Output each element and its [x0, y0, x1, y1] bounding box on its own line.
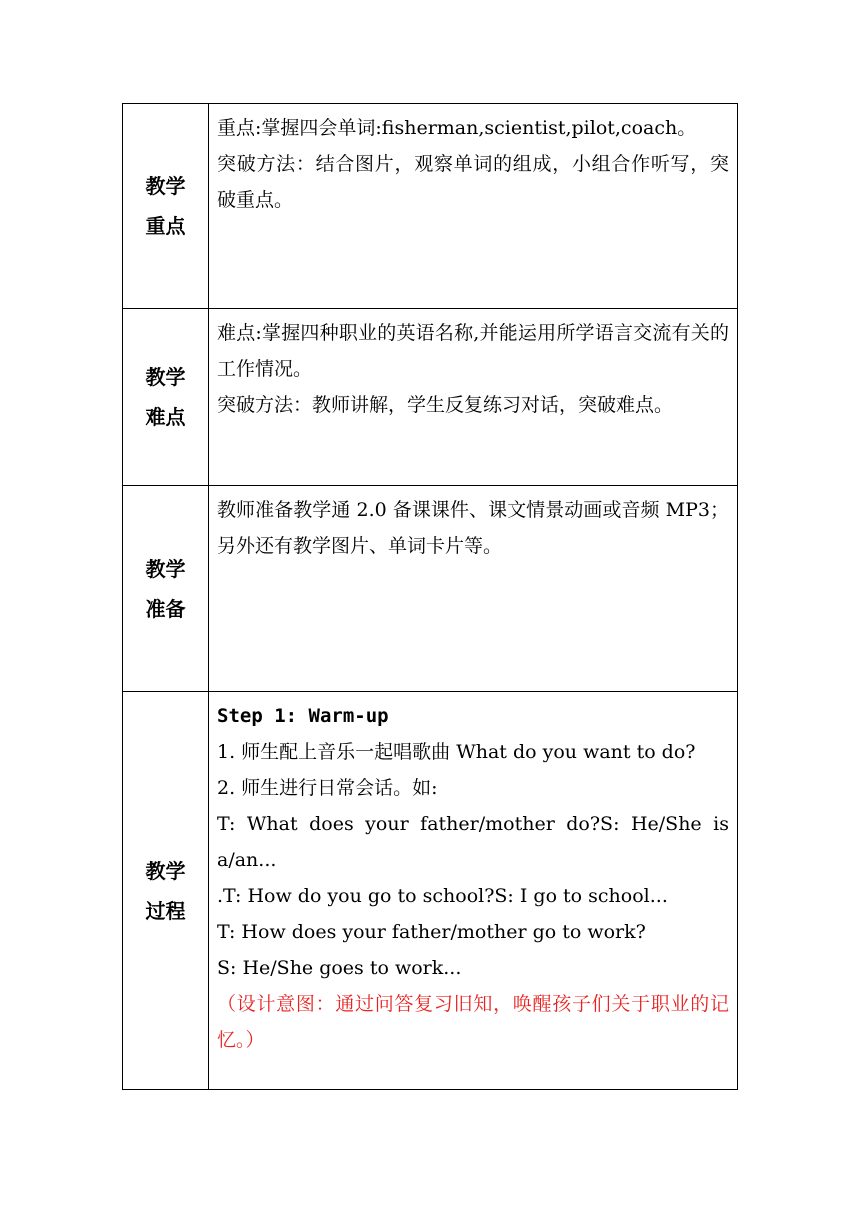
step-title: Step 1: Warm-up: [217, 705, 389, 727]
label-line: 教学: [145, 858, 186, 883]
difficulties-content: [209, 309, 738, 486]
label-line: 重点: [145, 214, 186, 238]
preparation-content: [209, 486, 738, 692]
preparation-text: 教师准备教学通 2.0 备课课件、课文情景动画或音频 MP3；另外还有教学图片、单词卡片等。: [217, 499, 729, 557]
process-line: .T: How do you go to school?S: I go to school...: [217, 885, 668, 907]
label-line: 教学: [145, 174, 186, 198]
key-points-text: 重点:掌握四会单词:fisherman,scientist,pilot,coach。: [217, 117, 697, 139]
label-line: 难点: [145, 405, 186, 429]
process-line: T: How does your father/mother go to work?: [217, 921, 646, 943]
process-line: 2. 师生进行日常会话。如:: [217, 777, 438, 799]
label-line: 教学: [145, 365, 186, 389]
row-label-process: [123, 692, 209, 1090]
key-points-content: [209, 104, 738, 309]
difficulties-method: 突破方法：教师讲解，学生反复练习对话，突破难点。: [217, 394, 674, 416]
table-row: [123, 692, 738, 1090]
table-row: [123, 309, 738, 486]
difficulties-text: 难点:掌握四种职业的英语名称,并能运用所学语言交流有关的工作情况。: [217, 322, 729, 380]
lesson-plan-table: [122, 103, 738, 1090]
table-row: [123, 486, 738, 692]
label-line: 过程: [145, 898, 186, 923]
key-points-method: 突破方法：结合图片，观察单词的组成，小组合作听写，突破重点。: [217, 153, 729, 211]
process-content: [209, 692, 738, 1090]
process-line: T: What does your father/mother do?S: He/She is a/an...: [217, 813, 729, 871]
label-line: 准备: [145, 596, 186, 621]
table-row: [123, 104, 738, 309]
label-line: 教学: [145, 556, 186, 581]
process-line: 1. 师生配上音乐一起唱歌曲 What do you want to do?: [217, 741, 696, 763]
row-label-difficulties: [123, 309, 209, 486]
row-label-preparation: [123, 486, 209, 692]
process-line: S: He/She goes to work...: [217, 957, 462, 979]
design-intent-note: （设计意图：通过问答复习旧知，唤醒孩子们关于职业的记忆。）: [217, 993, 729, 1051]
row-label-key-points: [123, 104, 209, 309]
